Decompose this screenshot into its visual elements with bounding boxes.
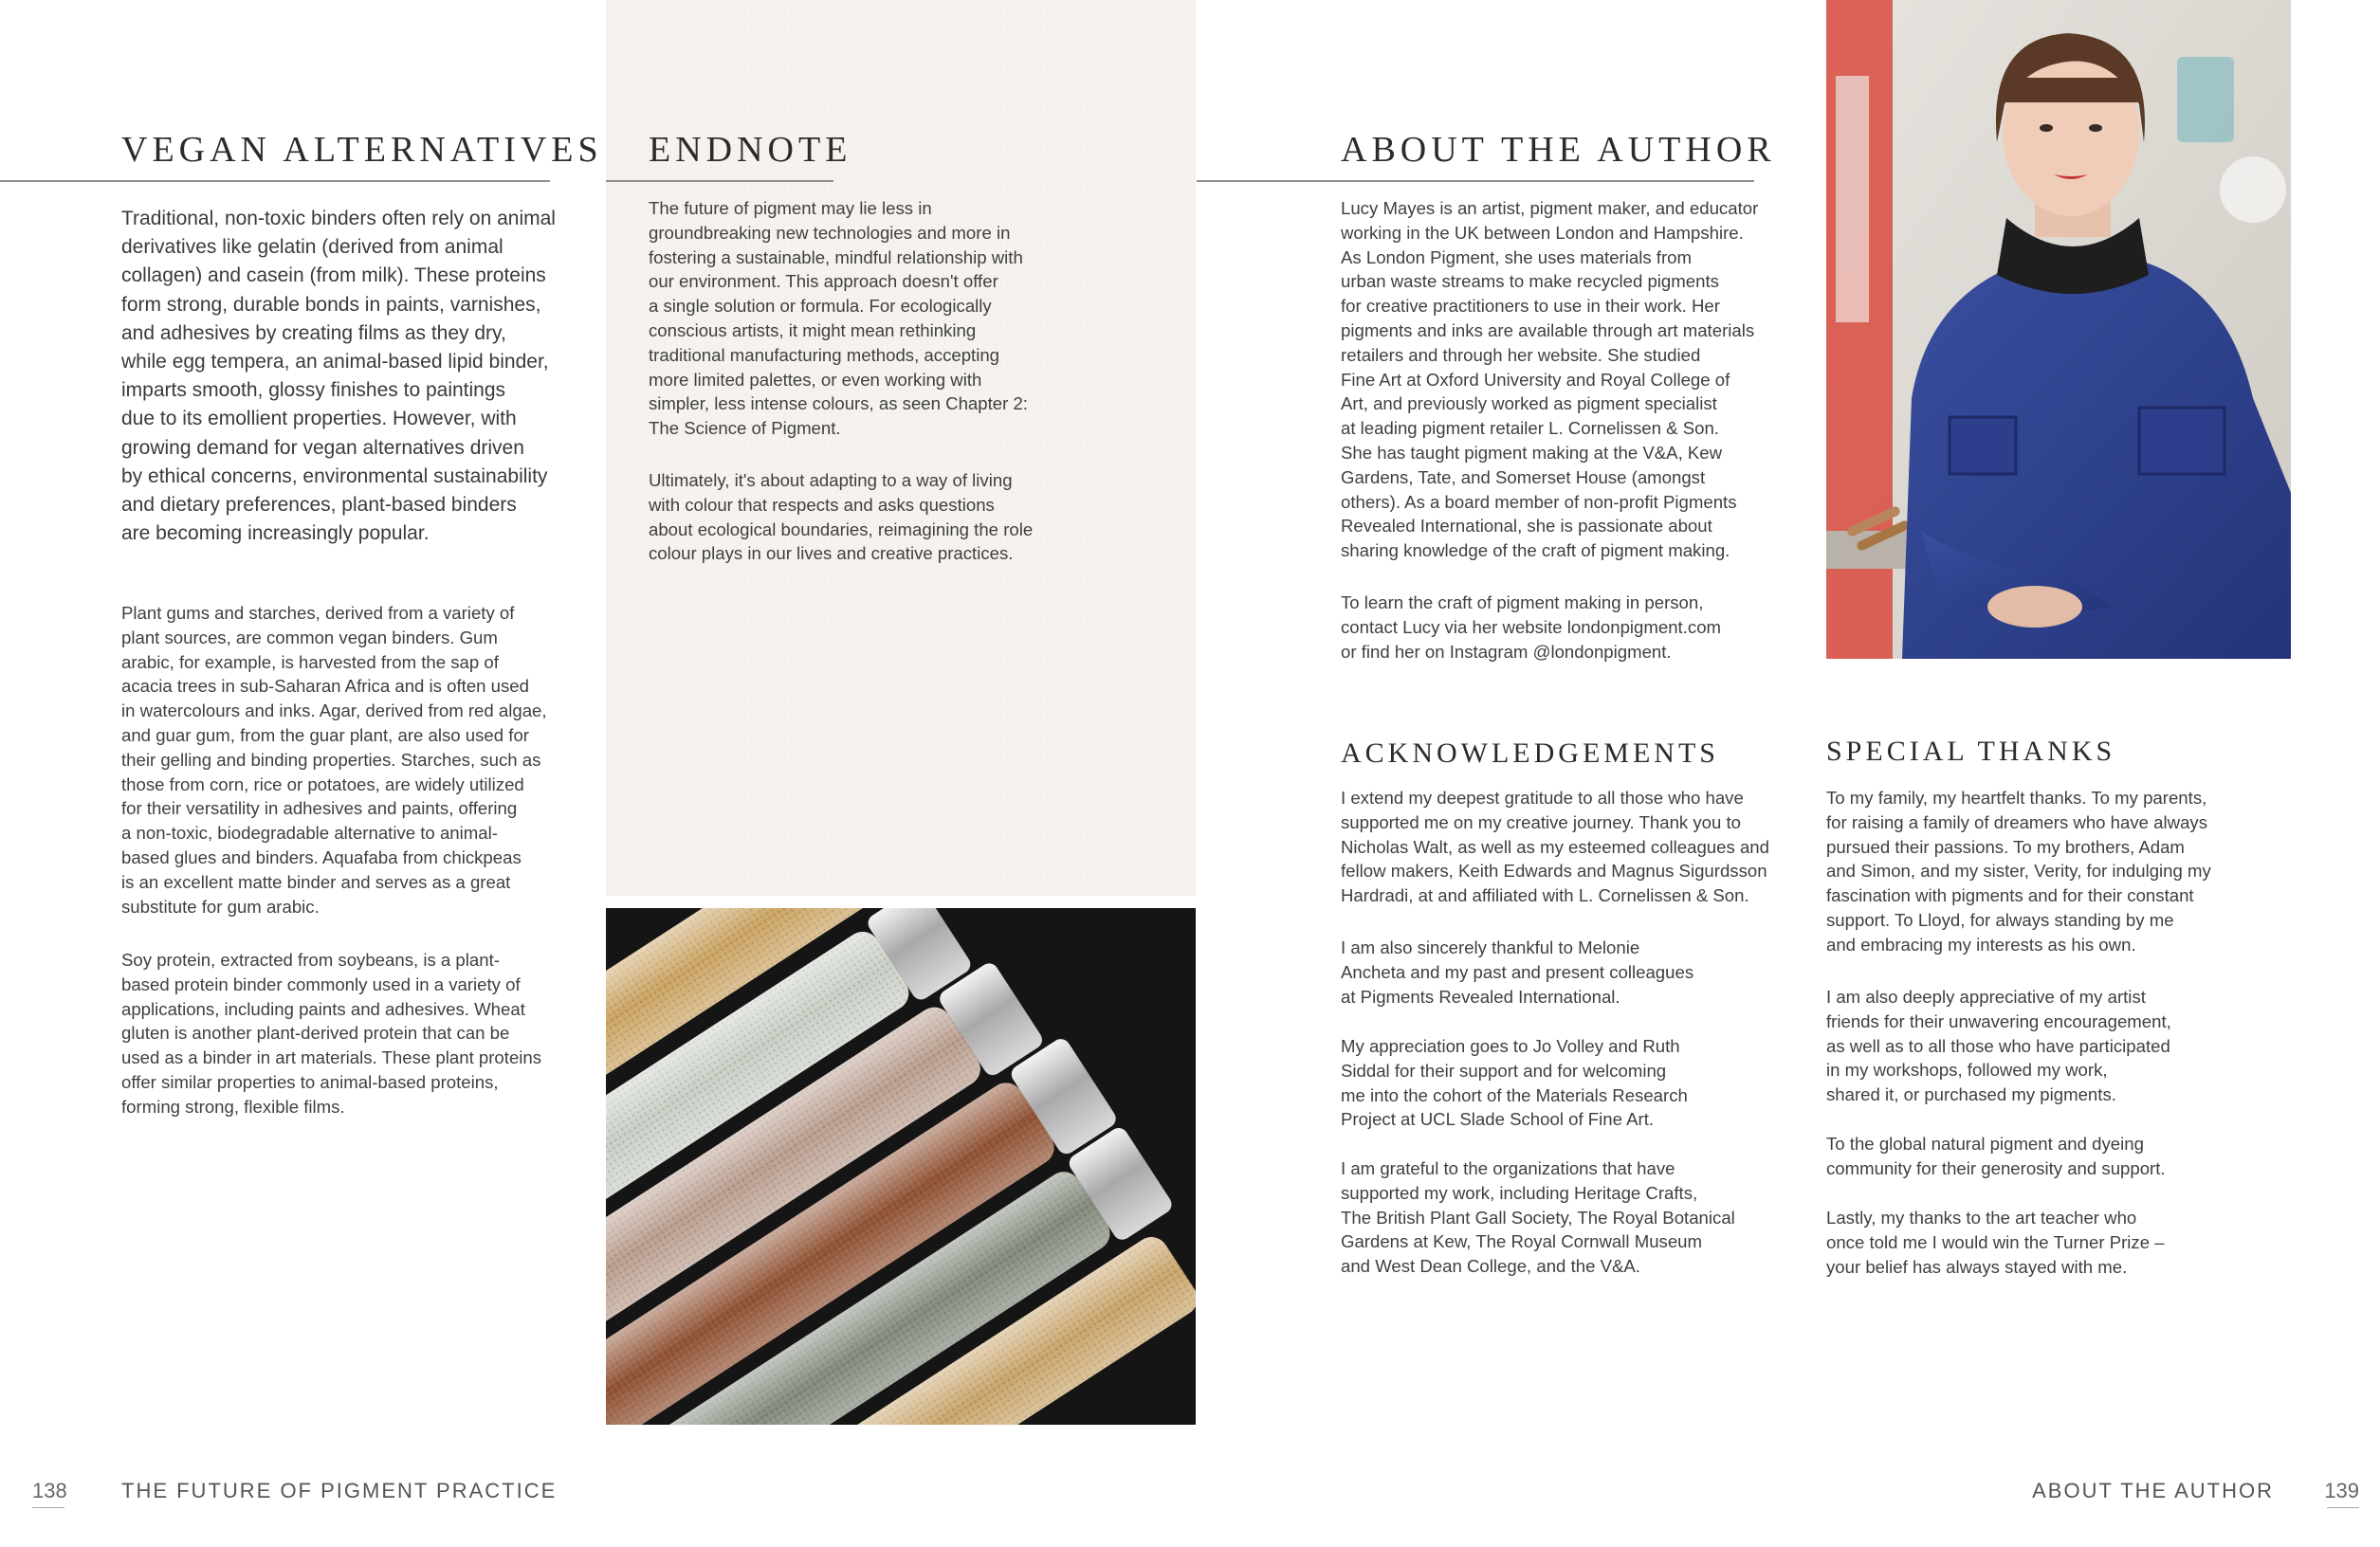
vegan-paragraph-soy-protein: Soy protein, extracted from soybeans, is a plant- based protein binder commonly used in a variety of applications, including paints and adhesives. Wheat gluten is another plant-derived protein that can be used as a binder in art materials. These plant proteins offer similar properties to animal-based proteins, forming strong, flexible films. (121, 950, 542, 1117)
special-thanks-paragraph-4: Lastly, my thanks to the art teacher who once told me I would win the Turner Prize – your belief has always stayed with me. (1826, 1208, 2165, 1277)
author-portrait-photo (1826, 0, 2291, 659)
pigment-vials-illustration (606, 908, 1196, 1425)
endnote-paragraph-2: Ultimately, it's about adapting to a way of living with colour that respects and asks questions about ecological boundaries, reimagining the role colour plays in our lives and creative practices. (649, 470, 1034, 564)
right-page-number: 139 (2324, 1479, 2359, 1502)
endnote-heading: ENDNOTE (649, 130, 852, 170)
vegan-paragraph-plant-gums: Plant gums and starches, derived from a variety of plant sources, are common vegan binders. Gum arabic, for example, is harvested from the sap of acacia trees in sub-Saharan Africa and is often used in watercolours and inks. Agar, derived from red algae, and guar gum, from the guar plant, are also used for their gelling and binding properties. Starches, such as those from corn, rice or potatoes, are widely utilized for their versatility in adhesives and paints, offering a non-toxic, biodegradable alternative to animal- based glues and binders. Aquafaba from chickpeas is an excellent matte binder and serves as a great substitute for gum arabic. (121, 603, 547, 917)
special-thanks-paragraph-3: To the global natural pigment and dyeing community for their generosity and support. (1826, 1134, 2166, 1178)
about-heading-rule (1197, 180, 1754, 182)
left-page-number-rule (32, 1507, 64, 1508)
special-thanks-heading: SPECIAL THANKS (1826, 736, 2116, 767)
right-running-title: ABOUT THE AUTHOR (2032, 1479, 2274, 1502)
about-author-heading: ABOUT THE AUTHOR (1341, 130, 1776, 170)
endnote-paragraph-1: The future of pigment may lie less in groundbreaking new technologies and more in fostering a sustainable, mindful relationship with our environment. This approach doesn't offer a single solution or formula. For ecologically conscious artists, it might mean rethinking traditional manufacturing methods, accepting more limited palettes, or even working with simpler, less intense colours, as seen Chapter 2: The Science of Pigment. (649, 198, 1028, 439)
special-thanks-paragraph-1: To my family, my heartfelt thanks. To my parents, for raising a family of dreamers who have always pursued their passions. To my brothers, Adam and Simon, and my sister, Verity, for indulging my fascination with pigments and for their constant support. To Lloyd, for always standing by me and embracing my interests as his own. (1826, 788, 2211, 955)
acknowledgements-heading: ACKNOWLEDGEMENTS (1341, 737, 1719, 769)
endnote-heading-rule (606, 180, 833, 182)
acknowledgements-paragraph-4: I am grateful to the organizations that have supported my work, including Heritage Crafts, The British Plant Gall Society, The Royal Botanical Gardens at Kew, The Royal Cornwall Museum and West Dean College, and the V&A. (1341, 1158, 1735, 1277)
about-author-paragraph-2: To learn the craft of pigment making in person, contact Lucy via her website londonpigment.com or find her on Instagram @londonpigment. (1341, 592, 1722, 662)
left-running-title: THE FUTURE OF PIGMENT PRACTICE (121, 1479, 558, 1502)
left-page-number: 138 (32, 1479, 67, 1502)
vegan-lead-paragraph: Traditional, non-toxic binders often rely on animal derivatives like gelatin (derived from animal collagen) and casein (from milk). These proteins form strong, durable bonds in paints, varnishes, and adhesives by creating films as they dry, while egg tempera, an animal-based lipid binder, imparts smooth, glossy finishes to paintings due to its emollient properties. However, with growing demand for vegan alternatives driven by ethical concerns, environmental sustainability and dietary preferences, plant-based binders are becoming increasingly popular. (121, 208, 556, 545)
acknowledgements-paragraph-1: I extend my deepest gratitude to all those who have supported me on my creative journey. Thank you to Nicholas Walt, as well as my esteemed colleagues and fellow makers, Keith Edwards and Magnus Sigurdsson Hardradi, at and affiliated with L. Cornelissen & Son. (1341, 788, 1769, 906)
pigment-vials-photo (606, 908, 1196, 1425)
author-portrait-illustration (1826, 0, 2291, 659)
special-thanks-paragraph-2: I am also deeply appreciative of my artist friends for their unwavering encouragement, as well as to all those who have participated in my workshops, followed my work, shared it, or purchased my pigments. (1826, 987, 2171, 1105)
acknowledgements-paragraph-3: My appreciation goes to Jo Volley and Ruth Siddal for their support and for welcoming me into the cohort of the Materials Research Project at UCL Slade School of Fine Art. (1341, 1036, 1688, 1130)
about-author-paragraph-1: Lucy Mayes is an artist, pigment maker, and educator working in the UK between London and Hampshire. As London Pigment, she uses materials from urban waste streams to make recycled pigments for creative practitioners to use in their work. Her pigments and inks are available through art materials retailers and through her website. She studied Fine Art at Oxford University and Royal College of Art, and previously worked as pigment specialist at leading pigment retailer L. Cornelissen & Son. She has taught pigment making at the V&A, Kew Gardens, Tate, and Somerset House (amongst others). As a board member of non-profit Pigments Revealed International, she is passionate about sharing knowledge of the craft of pigment making. (1341, 198, 1759, 561)
vegan-heading-rule (0, 180, 550, 182)
right-page-number-rule (2327, 1507, 2359, 1508)
acknowledgements-paragraph-2: I am also sincerely thankful to Melonie Ancheta and my past and present colleagues at Pigments Revealed International. (1341, 937, 1694, 1007)
vegan-alternatives-heading: VEGAN ALTERNATIVES (121, 130, 603, 170)
